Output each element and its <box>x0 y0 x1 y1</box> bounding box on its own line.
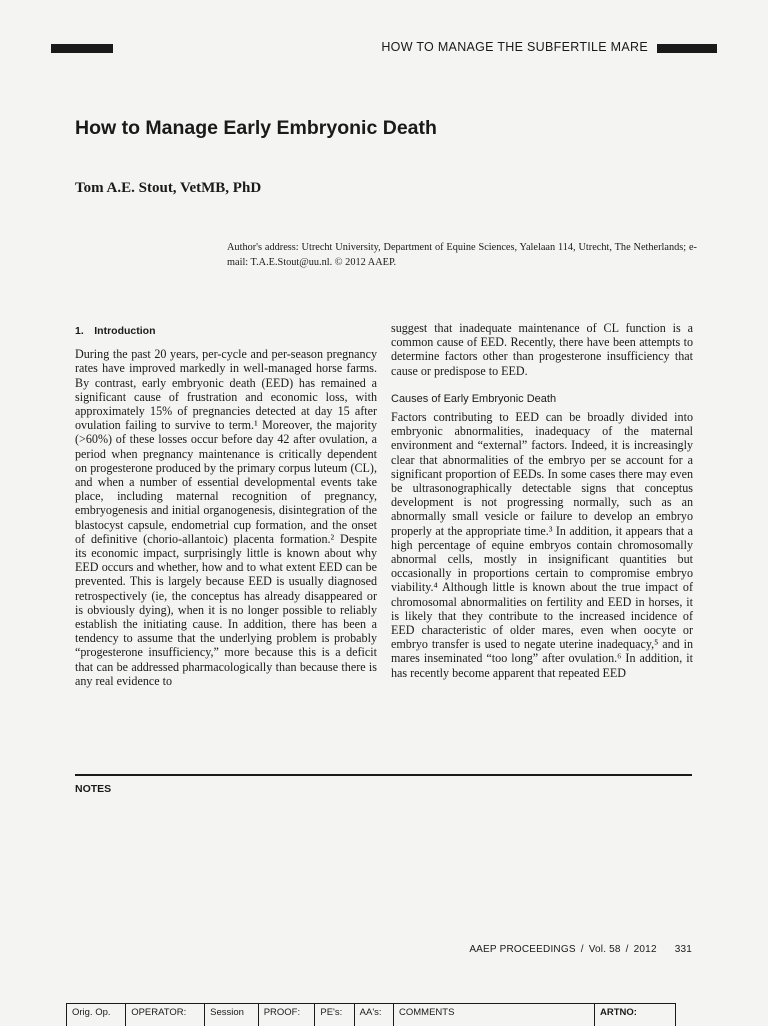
header-bar-left <box>51 44 113 53</box>
proof-cell-aas: AA's: <box>354 1004 393 1026</box>
running-head: HOW TO MANAGE THE SUBFERTILE MARE <box>300 40 648 54</box>
proof-cell-proof: PROOF: <box>258 1004 315 1026</box>
notes-label: NOTES <box>75 783 111 795</box>
footer-journal: AAEP PROCEEDINGS <box>469 944 575 955</box>
footer-volume: Vol. 58 <box>589 944 621 955</box>
header-bar-right <box>657 44 717 53</box>
causes-paragraph: Factors contributing to EED can be broadly divided into embryonic abnormalities, inadequacy of the maternal environment and “external” factors. Indeed, it is increasingly clear that abnormalities of the embryo per se account for a significant proportion of EEDs. In some cases there may even be ultrasonographically detectable signs that conceptus development is not progressing normally, such as an abnormally small vesicle or failure to develop an embryo properly at the appropriate time.³ In addition, it appears that a high percentage of equine embryos contain chromosomally abnormal cells, mostly in insignificant quantities but occasionally in proportions certain to compromise embryo viability.⁴ Although little is known about the true impact of chromosomal abnormalities on fertility and EED in horses, it is likely that they contribute to the increased incidence of EED characteristic of older mares, even when oocyte or embryo transfer is used to negate uterine inadequacy,⁵ and in mares inseminated “too long” after ovulation.⁶ In addition, it has recently become apparent that repeated EED <box>391 410 693 680</box>
subsection-heading: Causes of Early Embryonic Death <box>391 392 693 406</box>
proof-table-row <box>67 1004 676 1026</box>
proof-cell-session: Session <box>205 1004 259 1026</box>
proof-cell-pes: PE's: <box>315 1004 354 1026</box>
proof-cell-comments: COMMENTS <box>394 1004 595 1026</box>
page-footer: AAEP PROCEEDINGS / Vol. 58 / 2012 331 <box>440 944 692 955</box>
author-line: Tom A.E. Stout, VetMB, PhD <box>75 180 261 197</box>
proof-table <box>66 1003 676 1026</box>
footer-year: 2012 <box>634 944 657 955</box>
intro-continuation: suggest that inadequate maintenance of CL function is a common cause of EED. Recently, there have been attempts to determine factors other than progesterone insufficiency that cause or predispose to EED. <box>391 321 693 378</box>
article-title: How to Manage Early Embryonic Death <box>75 117 437 140</box>
proof-cell-artno: ARTNO: <box>595 1004 676 1026</box>
notes-divider <box>75 774 692 776</box>
proof-cell-operator: OPERATOR: <box>126 1004 205 1026</box>
right-column <box>391 321 693 680</box>
page-number: 331 <box>675 944 692 955</box>
author-address: Author's address: Utrecht University, Department of Equine Sciences, Yalelaan 114, Utrecht, The Netherlands; e-mail: T.A.E.Stout@uu.nl. © 2012 AAEP. <box>227 240 697 270</box>
proof-cell-orig-op: Orig. Op. <box>67 1004 126 1026</box>
section-heading: 1. Introduction <box>75 321 377 338</box>
left-column <box>75 321 377 688</box>
intro-paragraph: During the past 20 years, per-cycle and per-season pregnancy rates have improved markedly in well-managed horse farms. By contrast, early embryonic death (EED) has remained a significant cause of frustration and economic loss, with approximately 15% of pregnancies detected at day 15 after ovulation failing to survive to term.¹ Moreover, the majority (>60%) of these losses occur before day 42 after ovulation, a period when pregnancy maintenance is critically dependent on progesterone produced by the primary corpus luteum (CL), and when a number of essential developmental events take place, including maternal recognition of pregnancy, embryogenesis and initial organogenesis, disintegration of the blastocyst capsule, endometrial cup formation, and the onset of definitive (chorio-allantoic) placenta formation.² Despite its economic impact, surprisingly little is known about why EED occurs and whether, how and to what extent EED can be prevented. This is largely because EED is usually diagnosed retrospectively (ie, the conceptus has already disappeared or is obviously dying), when it is no longer possible to reliably establish the initiating cause. In addition, there has been a tendency to assume that the underlying problem is probably “progesterone insufficiency,” more because this is a deficit that can be addressed pharmacologically than because there is any real evidence to <box>75 347 377 688</box>
